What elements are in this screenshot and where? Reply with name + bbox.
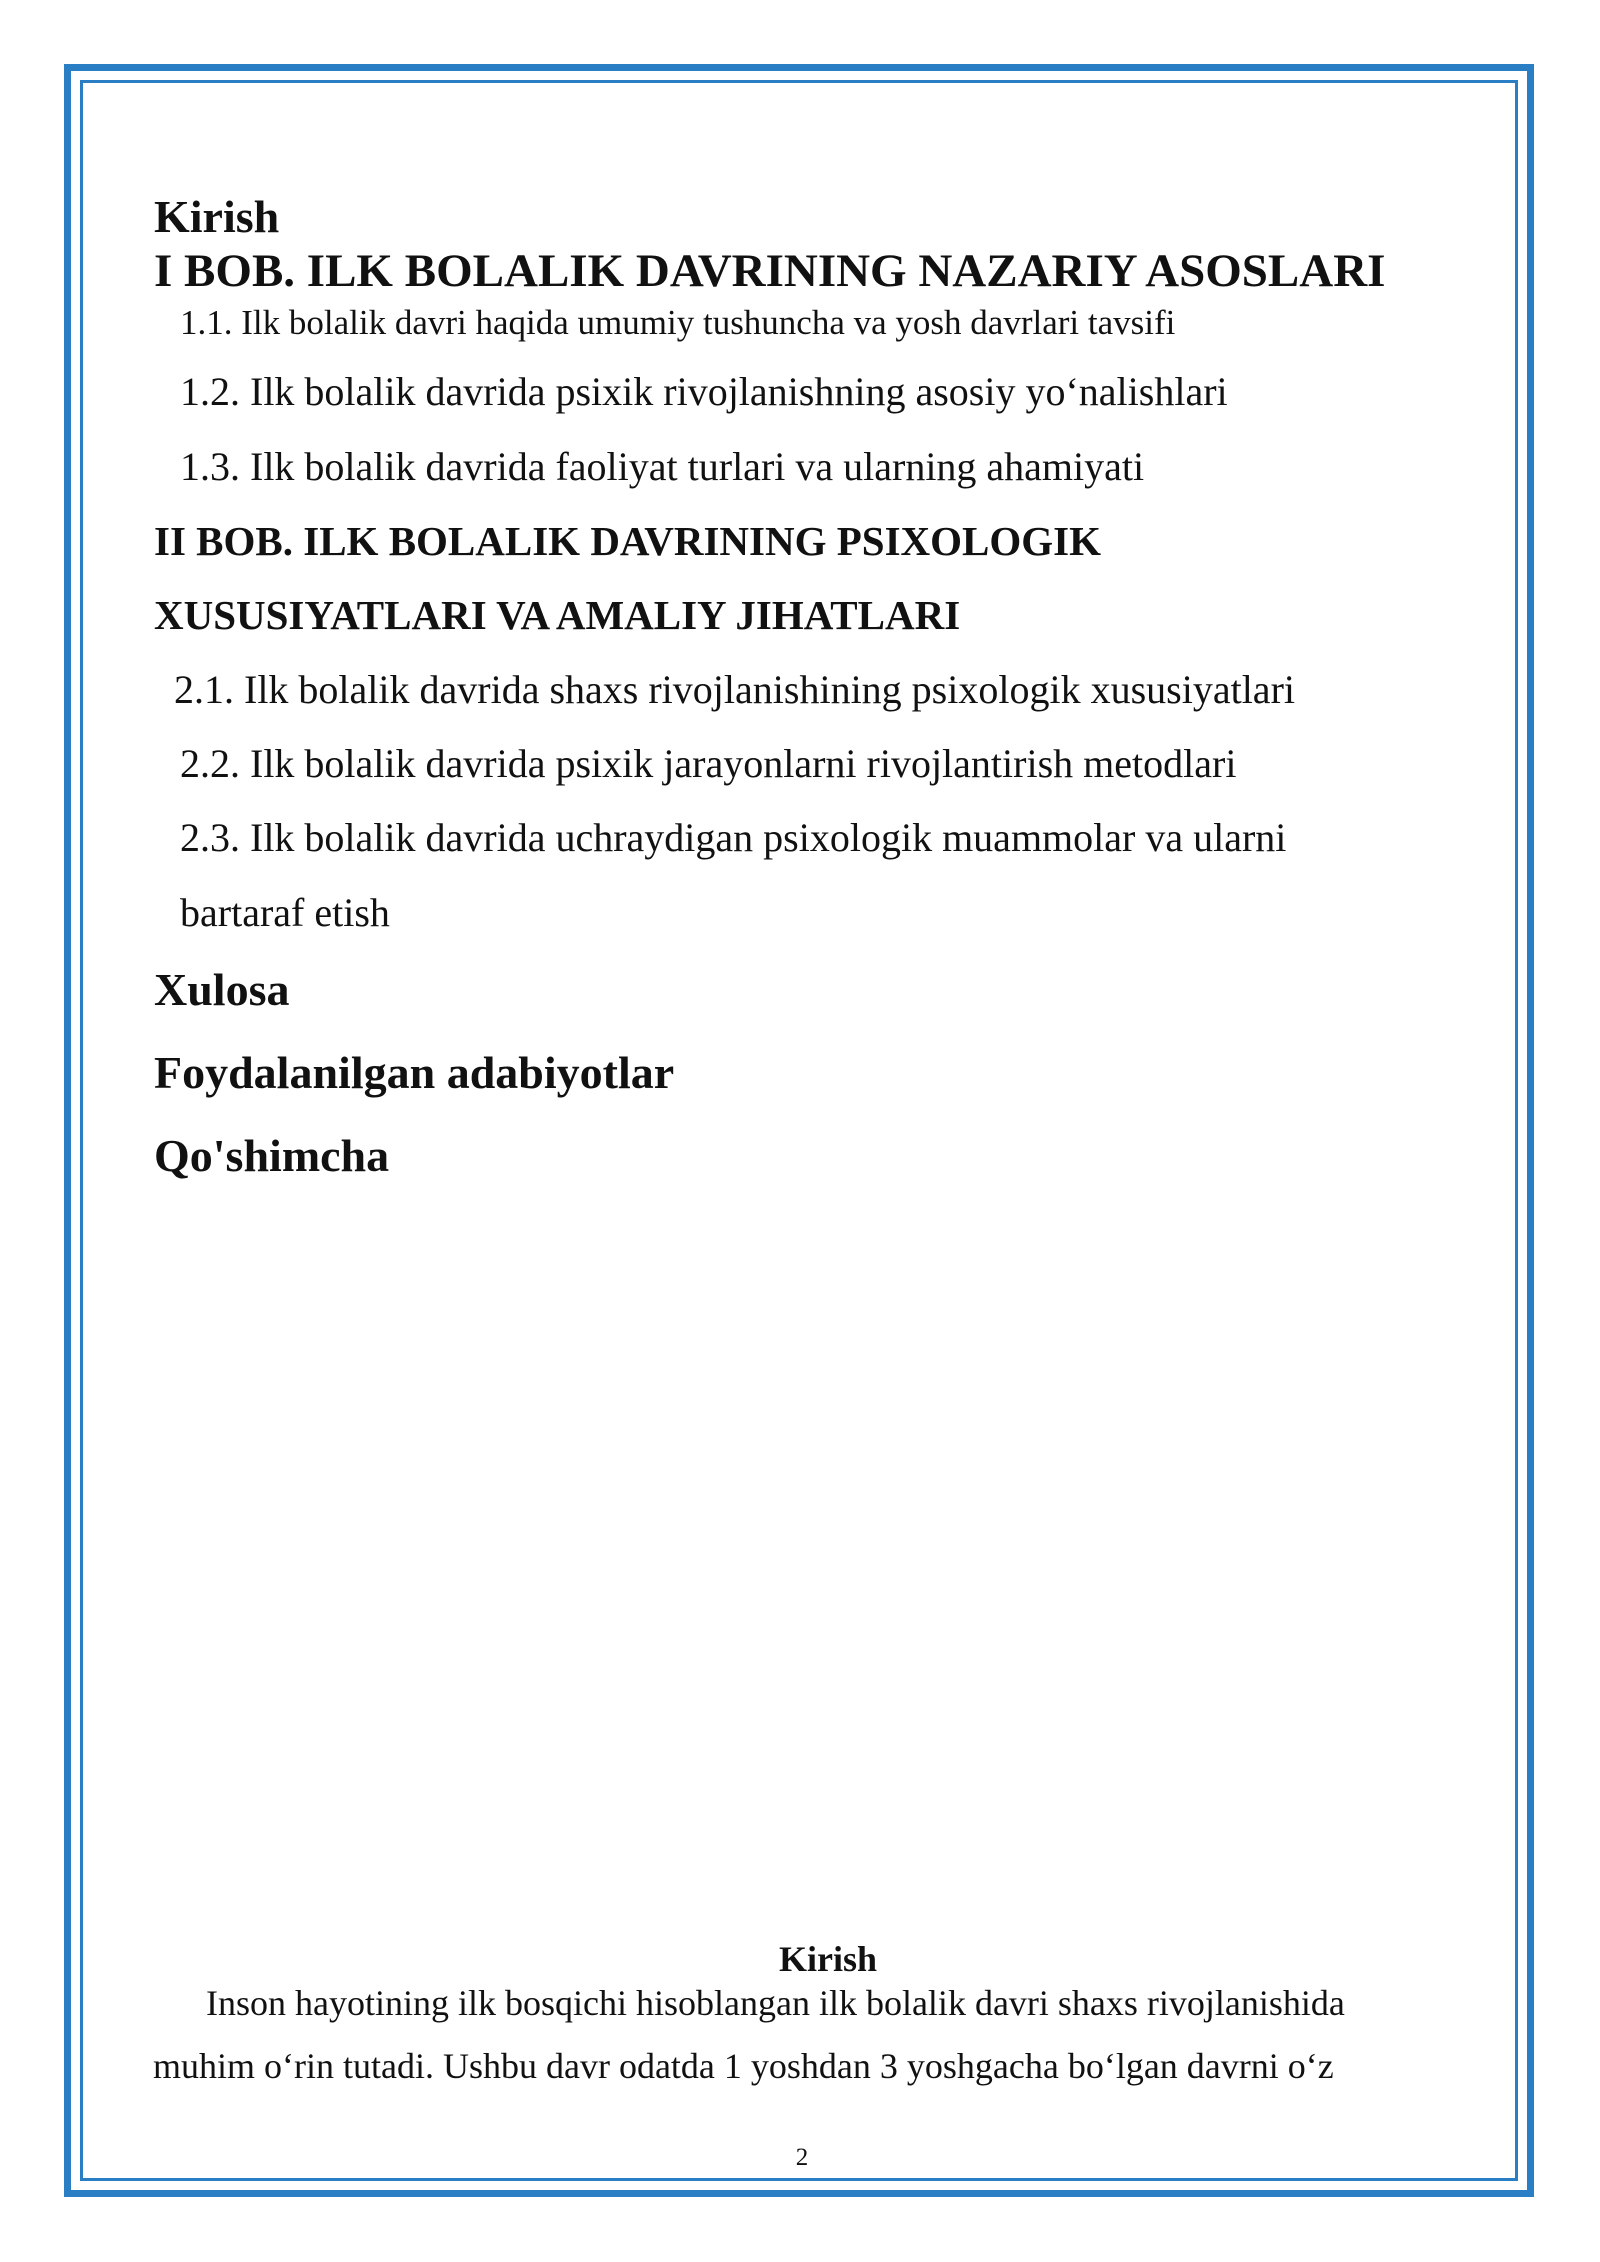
- toc-bob2-title-line1: II BOB. ILK BOLALIK DAVRINING PSIXOLOGIK: [154, 518, 1102, 564]
- toc-adabiyotlar: Foydalanilgan adabiyotlar: [154, 1047, 675, 1098]
- intro-paragraph-line2: muhim o‘rin tutadi. Ushbu davr odatda 1 yoshdan 3 yoshgacha bo‘lgan davrni o‘z: [153, 2046, 1334, 2086]
- toc-kirish: Kirish: [154, 191, 280, 242]
- toc-bob1-title: I BOB. ILK BOLALIK DAVRINING NAZARIY ASOSLARI: [154, 245, 1386, 297]
- page-number: 2: [795, 2144, 809, 2171]
- toc-item-2-3-cont: bartaraf etish: [180, 890, 390, 935]
- toc-qoshimcha: Qo'shimcha: [154, 1130, 390, 1181]
- toc-item-2-3: 2.3. Ilk bolalik davrida uchraydigan psixologik muammolar va ularni: [180, 815, 1287, 860]
- toc-item-2-2: 2.2. Ilk bolalik davrida psixik jarayonlarni rivojlantirish metodlari: [180, 741, 1237, 786]
- toc-xulosa: Xulosa: [154, 964, 290, 1015]
- toc-item-1-1: 1.1. Ilk bolalik davri haqida umumiy tushuncha va yosh davrlari tavsifi: [180, 303, 1176, 342]
- intro-paragraph-line1: Inson hayotining ilk bosqichi hisoblangan ilk bolalik davri shaxs rivojlanishida: [206, 1983, 1345, 2023]
- toc-item-2-1: 2.1. Ilk bolalik davrida shaxs rivojlanishining psixologik xususiyatlari: [174, 667, 1295, 712]
- toc-bob2-title-line2: XUSUSIYATLARI VA AMALIY JIHATLARI: [154, 592, 961, 638]
- toc-item-1-2: 1.2. Ilk bolalik davrida psixik rivojlanishning asosiy yo‘nalishlari: [180, 369, 1228, 414]
- toc-item-1-3: 1.3. Ilk bolalik davrida faoliyat turlari va ularning ahamiyati: [180, 444, 1145, 489]
- intro-heading: Kirish: [778, 1939, 877, 1979]
